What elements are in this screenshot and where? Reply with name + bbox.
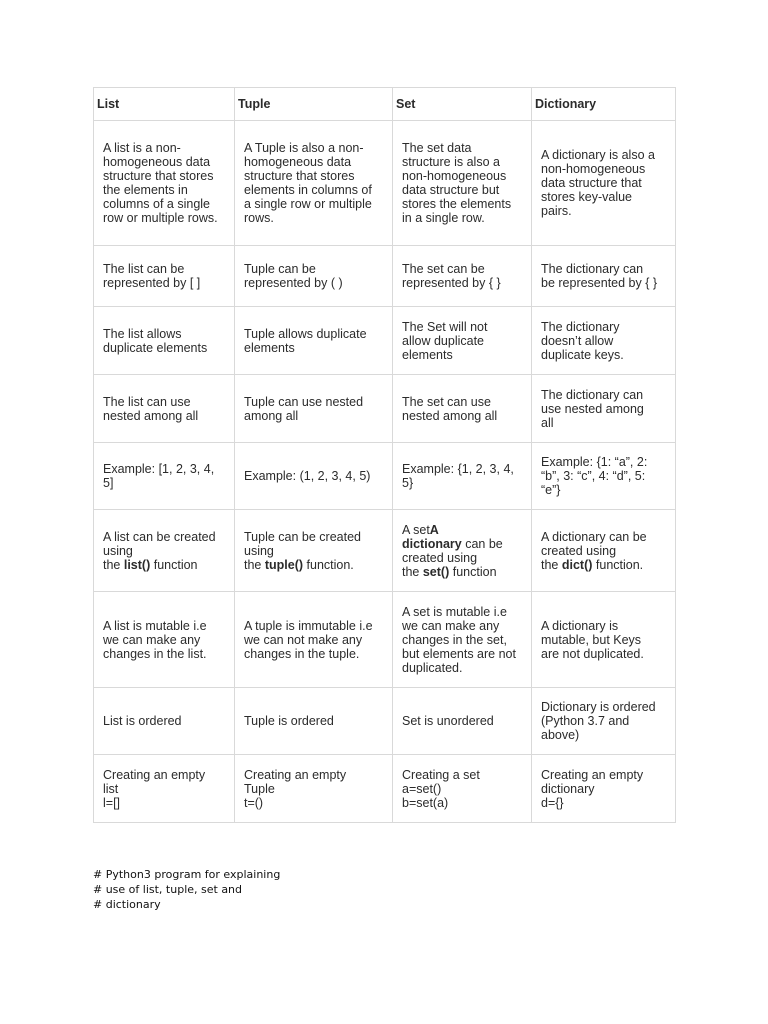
text-run: using: [103, 543, 133, 558]
table-row: [94, 121, 676, 246]
bold-text: list(): [123, 557, 151, 572]
cell-text-line: Example: [1, 2, 3, 4,: [103, 462, 215, 476]
header-set: Set: [393, 88, 532, 121]
cell-text-line: The set data: [402, 141, 472, 155]
cell-text-line: but elements are not: [402, 646, 516, 661]
cell-tuple: [235, 688, 393, 755]
cell-set: [393, 510, 532, 592]
text-run: the: [244, 557, 265, 572]
cell-text-line: Tuple allows duplicate: [244, 326, 367, 341]
cell-text-line: A set is mutable i.e: [402, 604, 507, 619]
cell-set: [393, 755, 532, 823]
text-run: Tuple can be created: [244, 529, 361, 544]
cell-text-line: row or multiple rows.: [103, 211, 218, 225]
cell-tuple: [235, 375, 393, 443]
comment-line: # dictionary: [93, 898, 161, 911]
cell-text-line: rows.: [244, 211, 274, 225]
cell-text-line: data structure that: [541, 176, 642, 190]
cell-list: [94, 443, 235, 510]
text-run: A list can be created: [103, 529, 216, 544]
cell-text-line: [103, 558, 228, 572]
cell-text-line: represented by [ ]: [103, 276, 201, 290]
cell-text-line: [402, 551, 525, 565]
cell-text-line: nested among all: [402, 408, 498, 423]
cell-text-line: elements in columns of: [244, 183, 372, 197]
cell-text-line: all: [541, 415, 554, 430]
text-run: can be: [461, 536, 503, 551]
cell-text-line: duplicate elements: [103, 340, 208, 355]
cell-set: [393, 443, 532, 510]
cell-text-line: The dictionary can: [541, 387, 644, 402]
cell-text-line: be represented by { }: [541, 276, 658, 290]
cell-list: [94, 510, 235, 592]
cell-text-line: Creating a set: [402, 767, 480, 782]
cell-text-line: A tuple is immutable i.e: [244, 618, 373, 633]
cell-text-line: [103, 530, 228, 544]
cell-text-line: we can not make any: [244, 632, 363, 647]
cell-text-line: A list is a non-: [103, 141, 181, 155]
cell-dictionary: [532, 688, 676, 755]
cell-dictionary: [532, 307, 676, 375]
text-run: function.: [592, 557, 644, 572]
cell-dictionary: [532, 375, 676, 443]
cell-dictionary: [532, 592, 676, 688]
cell-dictionary: [532, 755, 676, 823]
header-tuple: Tuple: [235, 88, 393, 121]
cell-text-line: Creating an empty: [541, 767, 644, 782]
cell-text-line: [402, 537, 525, 551]
cell-text-line: Tuple can be: [244, 262, 316, 276]
table-row: [94, 307, 676, 375]
cell-text-line: Example: (1, 2, 3, 4, 5): [244, 469, 371, 483]
cell-dictionary: [532, 510, 676, 592]
text-run: created using: [402, 550, 478, 565]
cell-tuple: [235, 443, 393, 510]
text-run: using: [244, 543, 274, 558]
cell-list: [94, 121, 235, 246]
cell-text-line: use nested among: [541, 401, 644, 416]
cell-text-line: structure that stores: [103, 169, 214, 183]
cell-text-line: “e”}: [541, 483, 561, 497]
cell-text-line: Example: {1: “a”, 2:: [541, 455, 648, 469]
cell-text-line: represented by ( ): [244, 276, 343, 290]
cell-list: [94, 592, 235, 688]
cell-text-line: [402, 565, 525, 579]
cell-text-line: a=set(): [402, 781, 442, 796]
code-comments: [93, 867, 280, 912]
cell-text-line: [103, 544, 228, 558]
cell-text-line: list: [103, 781, 119, 796]
cell-list: [94, 246, 235, 307]
bold-text: A: [429, 522, 439, 537]
cell-text-line: among all: [244, 408, 299, 423]
bold-text: dictionary: [402, 536, 462, 551]
cell-tuple: [235, 246, 393, 307]
cell-list: [94, 375, 235, 443]
cell-text-line: columns of a single: [103, 197, 211, 211]
cell-set: [393, 307, 532, 375]
cell-text-line: A Tuple is also a non-: [244, 141, 364, 155]
cell-list: [94, 307, 235, 375]
text-run: the: [402, 564, 423, 579]
cell-text-line: changes in the list.: [103, 646, 207, 661]
text-run: A set: [402, 522, 430, 537]
text-run: A dictionary can be: [541, 529, 647, 544]
cell-text-line: The Set will not: [402, 319, 488, 334]
text-run: the: [541, 557, 562, 572]
cell-text-line: 5}: [402, 476, 414, 490]
table-row: [94, 375, 676, 443]
cell-text-line: changes in the tuple.: [244, 646, 360, 661]
cell-text-line: 5]: [103, 476, 114, 490]
cell-text-line: non-homogeneous: [402, 169, 507, 183]
text-run: function: [449, 564, 497, 579]
cell-tuple: [235, 307, 393, 375]
cell-text-line: allow duplicate: [402, 333, 484, 348]
cell-dictionary: [532, 121, 676, 246]
cell-set: [393, 592, 532, 688]
cell-text-line: stores the elements: [402, 197, 512, 211]
cell-text-line: The dictionary can: [541, 262, 644, 276]
cell-text-line: b=set(a): [402, 795, 449, 810]
cell-text-line: Example: {1, 2, 3, 4,: [402, 462, 514, 476]
cell-text-line: [244, 544, 386, 558]
cell-text-line: structure that stores: [244, 169, 355, 183]
cell-text-line: Tuple is ordered: [244, 714, 334, 728]
cell-list: [94, 688, 235, 755]
cell-text-line: we can make any: [103, 632, 201, 647]
cell-set: [393, 375, 532, 443]
table-row: [94, 246, 676, 307]
header-dictionary: Dictionary: [532, 88, 676, 121]
header-list: List: [94, 88, 235, 121]
cell-text-line: Set is unordered: [402, 714, 494, 728]
table-header-row: [94, 88, 676, 121]
cell-dictionary: [532, 246, 676, 307]
cell-text-line: A list is mutable i.e: [103, 618, 207, 633]
table-row: [94, 510, 676, 592]
cell-text-line: represented by { }: [402, 276, 501, 290]
cell-text-line: changes in the set,: [402, 632, 507, 647]
cell-text-line: The list allows: [103, 326, 182, 341]
cell-text-line: doesn’t allow: [541, 333, 614, 348]
cell-text-line: stores key-value: [541, 190, 633, 204]
comment-line: # use of list, tuple, set and: [93, 883, 243, 896]
cell-text-line: d={}: [541, 795, 564, 810]
cell-text-line: pairs.: [541, 204, 572, 218]
cell-text-line: [541, 544, 669, 558]
cell-text-line: t=(): [244, 795, 264, 810]
cell-text-line: l=[]: [103, 795, 121, 810]
cell-text-line: [402, 523, 525, 537]
cell-text-line: a single row or multiple: [244, 197, 372, 211]
cell-set: [393, 121, 532, 246]
cell-text-line: above): [541, 728, 580, 742]
cell-text-line: homogeneous data: [103, 155, 211, 169]
cell-text-line: nested among all: [103, 408, 199, 423]
cell-text-line: The set can be: [402, 262, 485, 276]
cell-text-line: non-homogeneous: [541, 162, 646, 176]
cell-set: [393, 246, 532, 307]
cell-tuple: [235, 755, 393, 823]
cell-text-line: are not duplicated.: [541, 646, 644, 661]
cell-text-line: in a single row.: [402, 211, 485, 225]
cell-text-line: [244, 530, 386, 544]
cell-text-line: A dictionary is also a: [541, 148, 655, 162]
cell-text-line: The list can be: [103, 262, 185, 276]
bold-text: dict(): [561, 557, 593, 572]
cell-text-line: we can make any: [402, 618, 500, 633]
cell-list: [94, 755, 235, 823]
cell-text-line: structure is also a: [402, 155, 500, 169]
cell-dictionary: [532, 443, 676, 510]
bold-text: set(): [422, 564, 450, 579]
cell-tuple: [235, 121, 393, 246]
cell-tuple: [235, 592, 393, 688]
cell-text-line: A dictionary is: [541, 618, 619, 633]
bold-text: tuple(): [264, 557, 304, 572]
table-row: [94, 688, 676, 755]
text-run: function: [150, 557, 198, 572]
table-row: [94, 443, 676, 510]
text-run: the: [103, 557, 124, 572]
cell-text-line: duplicated.: [402, 660, 463, 675]
table-row: [94, 755, 676, 823]
cell-text-line: [541, 530, 669, 544]
cell-text-line: “b”, 3: “c”, 4: “d”, 5:: [541, 469, 646, 483]
cell-text-line: data structure but: [402, 183, 500, 197]
cell-text-line: Creating an empty: [103, 767, 206, 782]
cell-text-line: Tuple can use nested: [244, 394, 364, 409]
cell-text-line: Dictionary is ordered: [541, 700, 656, 714]
comparison-table: [93, 87, 676, 823]
table-body: [94, 121, 676, 823]
cell-set: [393, 688, 532, 755]
cell-tuple: [235, 510, 393, 592]
cell-text-line: mutable, but Keys: [541, 632, 642, 647]
cell-text-line: duplicate keys.: [541, 347, 624, 362]
cell-text-line: The list can use: [103, 394, 191, 409]
cell-text-line: homogeneous data: [244, 155, 352, 169]
cell-text-line: Creating an empty: [244, 767, 347, 782]
cell-text-line: the elements in: [103, 183, 188, 197]
cell-text-line: [244, 558, 386, 572]
table-row: [94, 592, 676, 688]
cell-text-line: List is ordered: [103, 714, 182, 728]
cell-text-line: dictionary: [541, 781, 595, 796]
text-run: function.: [303, 557, 354, 572]
cell-text-line: Tuple: [244, 781, 275, 796]
cell-text-line: The dictionary: [541, 319, 620, 334]
cell-text-line: The set can use: [402, 394, 491, 409]
cell-text-line: (Python 3.7 and: [541, 714, 630, 728]
comment-line: # Python3 program for explaining: [93, 868, 281, 881]
text-run: created using: [541, 543, 617, 558]
cell-text-line: elements: [402, 347, 453, 362]
cell-text-line: [541, 558, 669, 572]
cell-text-line: elements: [244, 340, 295, 355]
